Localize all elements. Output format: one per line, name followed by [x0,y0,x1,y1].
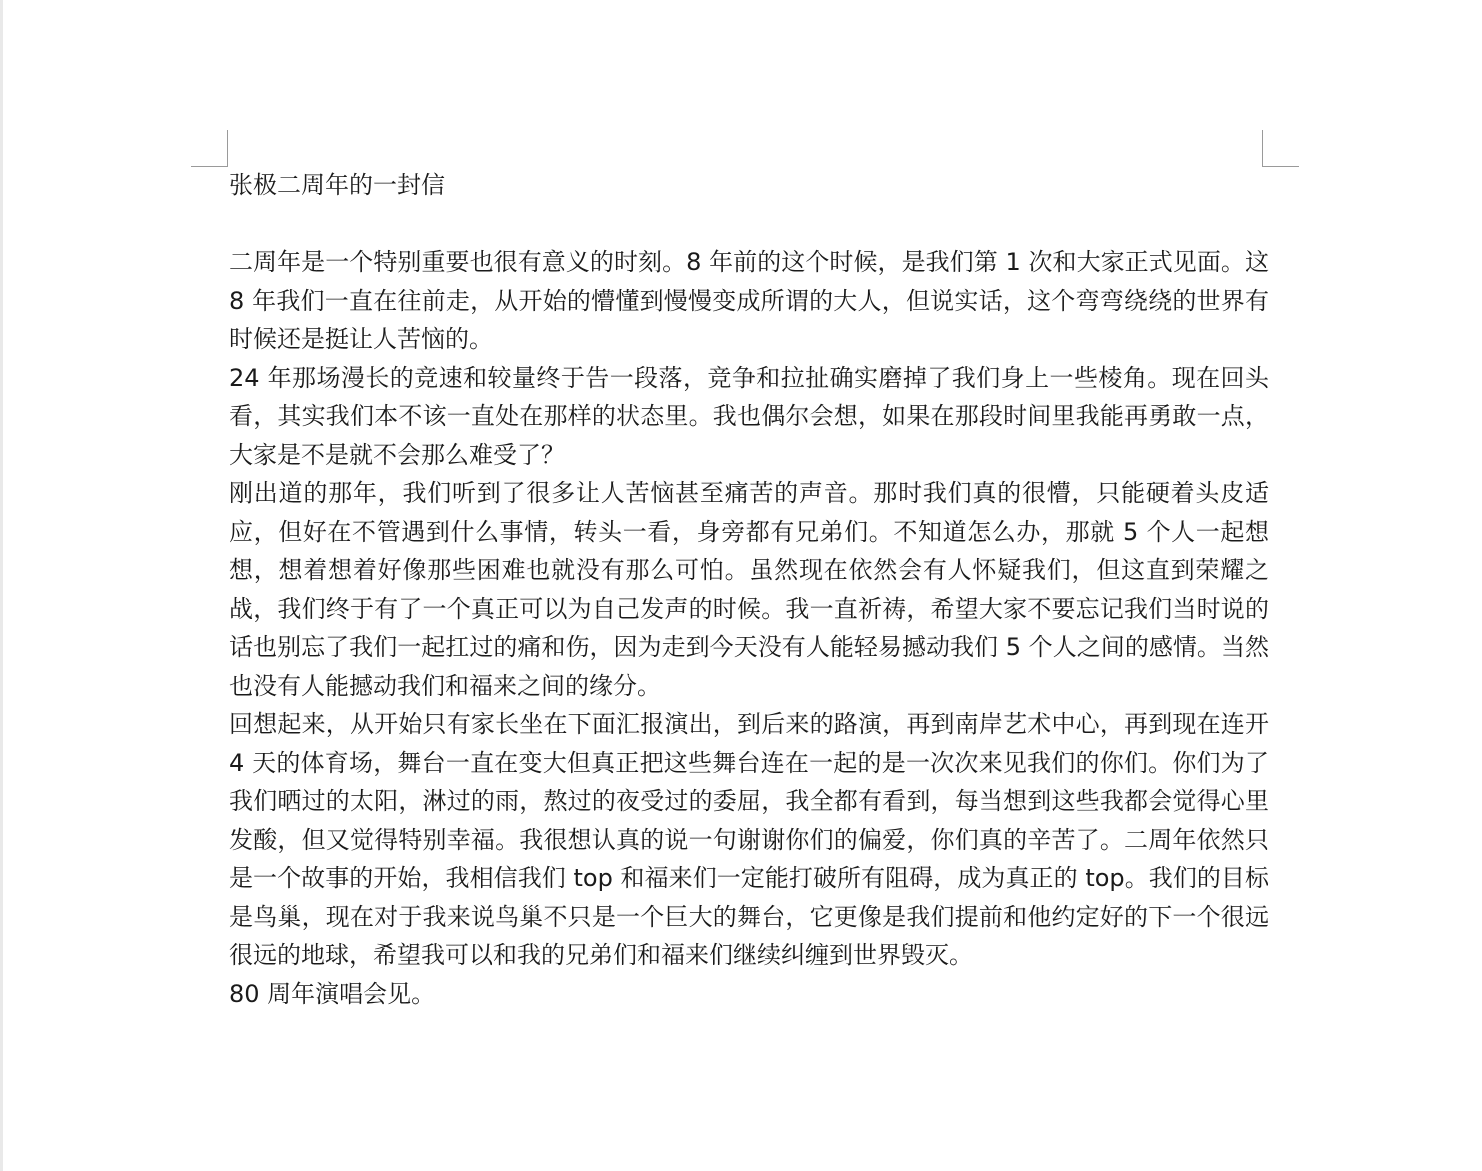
margin-corner-top-left [191,130,228,167]
margin-corner-top-right [1262,130,1299,167]
page-left-edge [0,0,3,1171]
paragraph-1: 二周年是一个特别重要也很有意义的时刻。8 年前的这个时候，是我们第 1 次和大家正式见面。这 8 年我们一直在往前走，从开始的懵懂到慢慢变成所谓的大人，但说实话，这个弯弯绕绕的世界有时候还是挺让人苦恼的。 [229,248,1269,353]
paragraph-2: 24 年那场漫长的竞速和较量终于告一段落，竞争和拉扯确实磨掉了我们身上一些棱角。现在回头看，其实我们本不该一直处在那样的状态里。我也偶尔会想，如果在那段时间里我能再勇敢一点，大家是不是就不会那么难受了？ [229,363,1269,469]
paragraph-3: 刚出道的那年，我们听到了很多让人苦恼甚至痛苦的声音。那时我们真的很懵，只能硬着头皮适应，但好在不管遇到什么事情，转头一看，身旁都有兄弟们。不知道怎么办，那就 5 个人一起想想，想着想着好像那些困难也就没有那么可怕。虽然现在依然会有人怀疑我们，但这直到荣耀之战，我们终于有了一个真正可以为自己发声的时候。我一直祈祷，希望大家不要忘记我们当时说的话也别忘了我们一起扛过的痛和伤，因为走到今天没有人能轻易撼动我们 5 个人之间的感情。当然也没有人能撼动我们和福来之间的缘分。 [229,479,1269,700]
paragraph-5: 80 周年演唱会见。 [229,979,436,1008]
paragraph-4: 回想起来，从开始只有家长坐在下面汇报演出，到后来的路演，再到南岸艺术中心，再到现在连开 4 天的体育场，舞台一直在变大但真正把这些舞台连在一起的是一次次来见我们的你们。你们为了我们晒过的太阳，淋过的雨，熬过的夜受过的委屈，我全都有看到，每当想到这些我都会觉得心里发酸，但又觉得特别幸福。我很想认真的说一句谢谢你们的偏爱，你们真的辛苦了。二周年依然只是一个故事的开始，我相信我们 top 和福来们一定能打破所有阻碍，成为真正的 top。我们的目标是鸟巢，现在对于我来说鸟巢不只是一个巨大的舞台，它更像是我们提前和他约定好的下一个很远很远的地球，希望我可以和我的兄弟们和福来们继续纠缠到世界毁灭。 [229,710,1269,969]
document-title: 张极二周年的一封信 [229,171,445,199]
empty-line [229,205,1269,244]
document-body[interactable] [229,166,1269,1013]
